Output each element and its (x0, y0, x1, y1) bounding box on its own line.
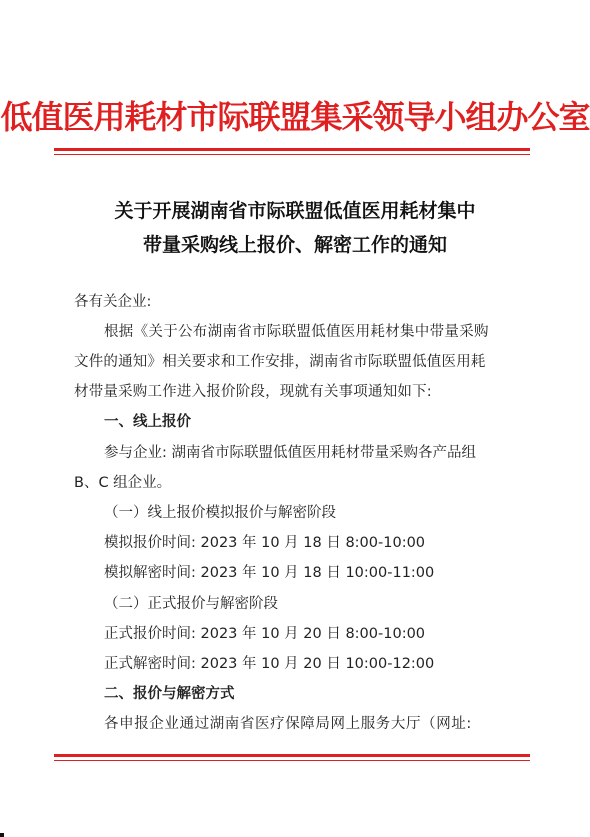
intro-line-3: 材带量采购工作进入报价阶段，现就有关事项通知如下: (74, 384, 432, 400)
participants-line-2: B、C 组企业。 (74, 475, 172, 491)
intro-line-1: 根据《关于公布湖南省市际联盟低值医用耗材集中带量采购 (104, 324, 489, 340)
corner-mark (0, 833, 4, 837)
section-2-text: 各申报企业通过湖南省医疗保障局网上服务大厅（网址: (104, 716, 472, 732)
section-1-heading: 一、线上报价 (104, 414, 191, 430)
document-title-line-1: 关于开展湖南省市际联盟低值医用耗材集中 (114, 200, 476, 222)
participants-line-1: 参与企业: 湖南省市际联盟低值医用耗材带量采购各产品组 (104, 445, 476, 461)
section-2-heading: 二、报价与解密方式 (104, 686, 235, 702)
sim-decrypt-time: 模拟解密时间: 2023 年 10 月 18 日 10:00-11:00 (104, 565, 435, 581)
subsection-1-heading: （一）线上报价模拟报价与解密阶段 (104, 505, 336, 521)
issuing-office-header: 低值医用耗材市际联盟集采领导小组办公室 (0, 98, 590, 136)
formal-quote-time: 正式报价时间: 2023 年 10 月 20 日 8:00-10:00 (104, 626, 426, 642)
salutation: 各有关企业: (74, 294, 152, 310)
formal-decrypt-time: 正式解密时间: 2023 年 10 月 20 日 10:00-12:00 (104, 656, 435, 672)
footer-rule-thin (54, 760, 530, 761)
header-rule-thin (54, 154, 530, 155)
intro-line-2: 文件的通知》相关要求和工作安排，湖南省市际联盟低值医用耗 (74, 354, 486, 370)
footer-rule-thick (54, 754, 530, 757)
subsection-2-heading: （二）正式报价与解密阶段 (104, 596, 278, 612)
document-title-line-2: 带量采购线上报价、解密工作的通知 (142, 234, 447, 256)
sim-quote-time: 模拟报价时间: 2023 年 10 月 18 日 8:00-10:00 (104, 535, 426, 551)
header-rule-thick (54, 148, 530, 151)
